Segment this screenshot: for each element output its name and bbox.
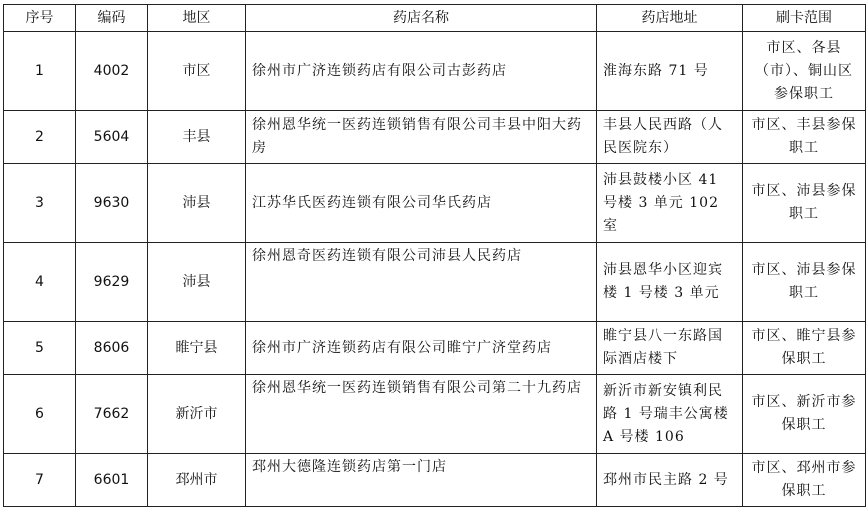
- cell-name: 江苏华氏医药连锁有限公司华氏药店: [246, 164, 597, 243]
- table-row: [4, 32, 866, 111]
- cell-name: 徐州市广济连锁药店有限公司睢宁广济堂药店: [246, 322, 597, 375]
- pharmacy-table: [3, 4, 866, 507]
- cell-region: 邳州市: [148, 454, 246, 507]
- cell-code: 8606: [76, 322, 148, 375]
- cell-address: 沛县鼓楼小区 41 号楼 3 单元 102 室: [597, 164, 743, 243]
- cell-scope: 市区、沛县参保职工: [743, 164, 866, 243]
- header-code: 编码: [76, 5, 148, 32]
- cell-name: 徐州恩华统一医药连锁销售有限公司第二十九药店: [246, 375, 597, 454]
- cell-scope: 市区、睢宁县参保职工: [743, 322, 866, 375]
- header-region: 地区: [148, 5, 246, 32]
- cell-no: 1: [4, 32, 76, 111]
- header-scope: 刷卡范围: [743, 5, 866, 32]
- cell-name: 邳州大德隆连锁药店第一门店: [246, 454, 597, 507]
- table-row: [4, 375, 866, 454]
- cell-region: 丰县: [148, 111, 246, 164]
- cell-region: 沛县: [148, 164, 246, 243]
- table-row: [4, 243, 866, 322]
- table-row: [4, 111, 866, 164]
- cell-address: 新沂市新安镇利民路 1 号瑞丰公寓楼 A 号楼 106: [597, 375, 743, 454]
- cell-name: 徐州恩华统一医药连锁销售有限公司丰县中阳大药房: [246, 111, 597, 164]
- cell-no: 3: [4, 164, 76, 243]
- cell-name: 徐州市广济连锁药店有限公司古彭药店: [246, 32, 597, 111]
- cell-region: 睢宁县: [148, 322, 246, 375]
- cell-code: 6601: [76, 454, 148, 507]
- cell-address: 邳州市民主路 2 号: [597, 454, 743, 507]
- cell-region: 新沂市: [148, 375, 246, 454]
- table-row: [4, 454, 866, 507]
- cell-scope: 市区、沛县参保职工: [743, 243, 866, 322]
- table-row: [4, 164, 866, 243]
- cell-scope: 市区、丰县参保职工: [743, 111, 866, 164]
- header-address: 药店地址: [597, 5, 743, 32]
- cell-code: 9629: [76, 243, 148, 322]
- cell-code: 5604: [76, 111, 148, 164]
- cell-address: 睢宁县八一东路国际酒店楼下: [597, 322, 743, 375]
- cell-code: 7662: [76, 375, 148, 454]
- cell-address: 沛县恩华小区迎宾楼 1 号楼 3 单元: [597, 243, 743, 322]
- header-name: 药店名称: [246, 5, 597, 32]
- cell-no: 5: [4, 322, 76, 375]
- cell-address: 淮海东路 71 号: [597, 32, 743, 111]
- cell-region: 沛县: [148, 243, 246, 322]
- cell-code: 4002: [76, 32, 148, 111]
- cell-no: 7: [4, 454, 76, 507]
- cell-scope: 市区、邳州市参保职工: [743, 454, 866, 507]
- header-no: 序号: [4, 5, 76, 32]
- cell-region: 市区: [148, 32, 246, 111]
- header-row: [4, 5, 866, 32]
- cell-scope: 市区、各县（市）、铜山区参保职工: [743, 32, 866, 111]
- cell-no: 2: [4, 111, 76, 164]
- cell-no: 6: [4, 375, 76, 454]
- cell-address: 丰县人民西路（人民医院东）: [597, 111, 743, 164]
- cell-no: 4: [4, 243, 76, 322]
- cell-name: 徐州恩奇医药连锁有限公司沛县人民药店: [246, 243, 597, 322]
- table-row: [4, 322, 866, 375]
- cell-code: 9630: [76, 164, 148, 243]
- cell-scope: 市区、新沂市参保职工: [743, 375, 866, 454]
